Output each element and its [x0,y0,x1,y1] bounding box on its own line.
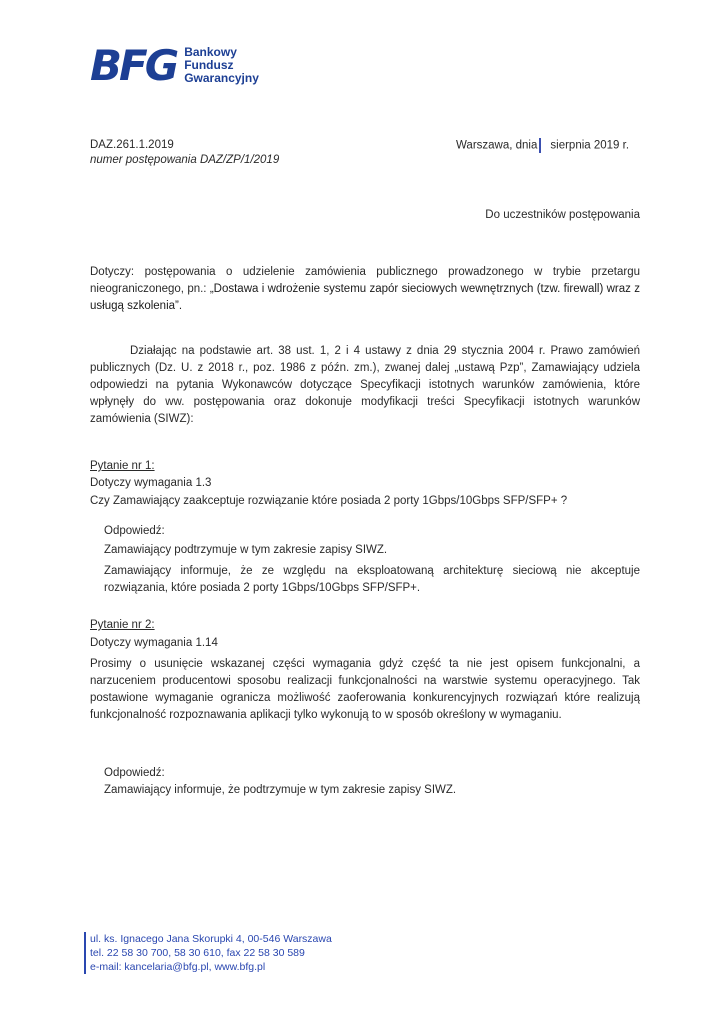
answer-1-text-2: Zamawiający informuje, że ze względu na eksploatowaną architekturę sieciową nie akceptuje rozwiązania, które posiada 2 porty 1Gbps/10Gbps SFP/SFP+. [104,565,640,594]
question-2-text: Prosimy o usunięcie wskazanej części wymagania gdyż część ta nie jest opisem funkcjonalni, a narzuceniem producentowi sposobu realizacji funkcjonalności na warstwie systemu operacyjnego. Tak postawione wymaganie ogranicza możliwość zaoferowania konkurencyjnych rozwiązań które realizują funkcjonalność rozpoznawania aplikacji tylko wykonują to w sposób określony w wymaganiu. [90,658,640,721]
footer-phone: tel. 22 58 30 700, 58 30 610, fax 22 58 30 589 [90,947,305,959]
answer-2-text: Zamawiający informuje, że podtrzymuje w tym zakresie zapisy SIWZ. [104,784,457,796]
reference-number: DAZ.261.1.2019 [90,139,174,151]
answer-1-label: Odpowiedź: [104,525,165,537]
bfg-logo [90,41,259,90]
question-1-concerns: Dotyczy wymagania 1.3 [90,477,212,489]
answer-1-text-1: Zamawiający podtrzymuje w tym zakresie zapisy SIWZ. [104,544,388,556]
case-number: numer postępowania DAZ/ZP/1/2019 [90,154,280,166]
subject-text: postępowania o udzielenie zamówienia publicznego prowadzonego w trybie przetargu nieograniczonego, pn.: [90,266,640,295]
logo-line-3: Gwarancyjny [184,71,259,85]
date-suffix: sierpnia 2019 r. [550,139,630,152]
addressee: Do uczestników postępowania [485,209,640,221]
logo-mark: BFG [90,41,177,90]
logo-line-2: Fundusz [184,58,234,72]
subject-paragraph [90,264,640,315]
subject-label: Dotyczy: [90,266,135,278]
question-1-title: Pytanie nr 1: [90,460,155,472]
logo-text [184,46,259,85]
logo-line-1: Bankowy [184,45,237,59]
question-2-title: Pytanie nr 2: [90,619,155,631]
footer-address: ul. ks. Ignacego Jana Skorupki 4, 00-546 Warszawa [90,933,332,945]
date-prefix: Warszawa, dnia [456,139,538,152]
intro-paragraph: Działając na podstawie art. 38 ust. 1, 2 i 4 ustawy z dnia 29 stycznia 2004 r. Prawo zamówień publicznych (Dz. U. z 2018 r., poz. 1986 z późn. zm.), zwanej dalej „ustawą Pzp”, Zamawiający udziela odpowiedzi na pytania Wykonawców dotyczące Specyfikacji istotnych warunków zamówienia, które wpłynęły do ww. postępowania oraz dokonuje modyfikacji treści Specyfikacji istotnych warunków zamówienia (SIWZ): [90,345,640,425]
question-2-concerns: Dotyczy wymagania 1.14 [90,637,218,649]
question-1-text: Czy Zamawiający zaakceptuje rozwiązanie które posiada 2 porty 1Gbps/10Gbps SFP/SFP+ ? [90,495,568,507]
date-line [456,138,629,154]
subject-topic: „Dostawa i wdrożenie systemu zapór sieciowych wewnętrznych (tzw. firewall) wraz z usługą szkolenia”. [90,283,640,312]
footer-contact [84,932,332,974]
footer-email: e-mail: kancelaria@bfg.pl, www.bfg.pl [90,961,266,973]
answer-2-label: Odpowiedź: [104,767,165,779]
handwritten-day-mark [539,138,548,153]
